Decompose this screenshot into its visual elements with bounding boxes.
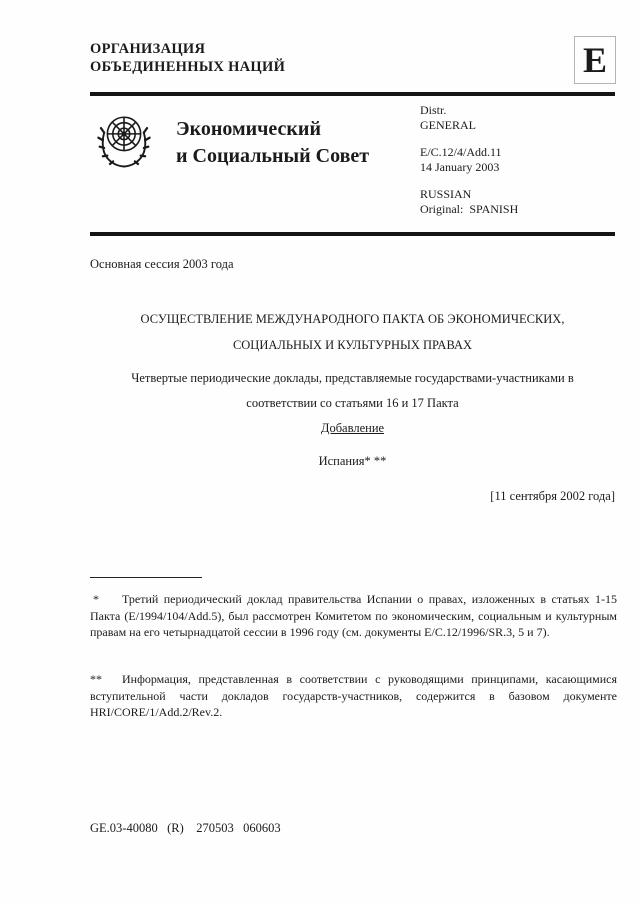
session-line: Основная сессия 2003 года [90,257,234,271]
document-symbol: E/C.12/4/Add.11 [420,145,502,159]
country-heading: Испания* ** [318,454,387,468]
document-date: 14 January 2003 [420,159,500,174]
footnote-1 [90,591,617,641]
addendum-heading: Добавление [320,421,385,435]
un-emblem-icon [92,101,156,177]
document-title-line1: ОСУЩЕСТВЛЕНИЕ МЕЖДУНАРОДНОГО ПАКТА ОБ ЭКОНОМИЧЕСКИХ, [140,312,565,326]
submission-date: [11 сентября 2002 года] [490,489,615,503]
document-subtitle-line2: соответствии со статьями 16 и 17 Пакта [246,396,459,410]
footnote-1-text: Третий периодический доклад правительства Испании о правах, изложенных в статьях 1-15 Пакта (E/1994/104/Add.5), был рассмотрен Комитетом по экономическим, социальным и культурным правам на его четырнадцатой сессии в 1996 году (см. документы E/C.12/1996/SR.3, 5 и 7). [90,592,617,639]
footnote-1-marker: * [90,592,99,606]
footnote-2-marker: ** [90,672,102,686]
header-divider [90,92,615,96]
document-subtitle-line1: Четвертые периодические доклады, представляемые государствами-участниками в [131,371,574,385]
document-info [420,103,518,216]
banner-divider [90,232,615,236]
document-title [90,306,615,358]
org-name-line2: ОБЪЕДИНЕННЫХ НАЦИЙ [90,59,286,75]
footnote-2-text: Информация, представленная в соответствии с руководящими принципами, касающимися вступительной части докладов государств-участников, содержится в базовом документе HRI/CORE/1/Add.2/Rev.2. [90,672,617,719]
org-name [90,40,285,76]
original-language: Original: SPANISH [420,201,519,216]
document-series-letter: E [574,36,616,84]
council-title-line2: и Социальный Совет [176,145,370,167]
org-name-line1: ОРГАНИЗАЦИЯ [90,41,206,57]
distr-value: GENERAL [420,117,476,132]
council-title [176,116,369,170]
distr-label: Distr. [420,103,447,117]
footnote-2 [90,671,617,721]
document-title-line2: СОЦИАЛЬНЫХ И КУЛЬТУРНЫХ ПРАВАХ [232,338,473,352]
document-reference-footer: GE.03-40080 (R) 270503 060603 [90,821,281,835]
footnote-separator [90,577,202,578]
council-title-line1: Экономический [176,118,321,140]
document-subtitle [90,366,615,416]
language-label: RUSSIAN [420,187,472,201]
